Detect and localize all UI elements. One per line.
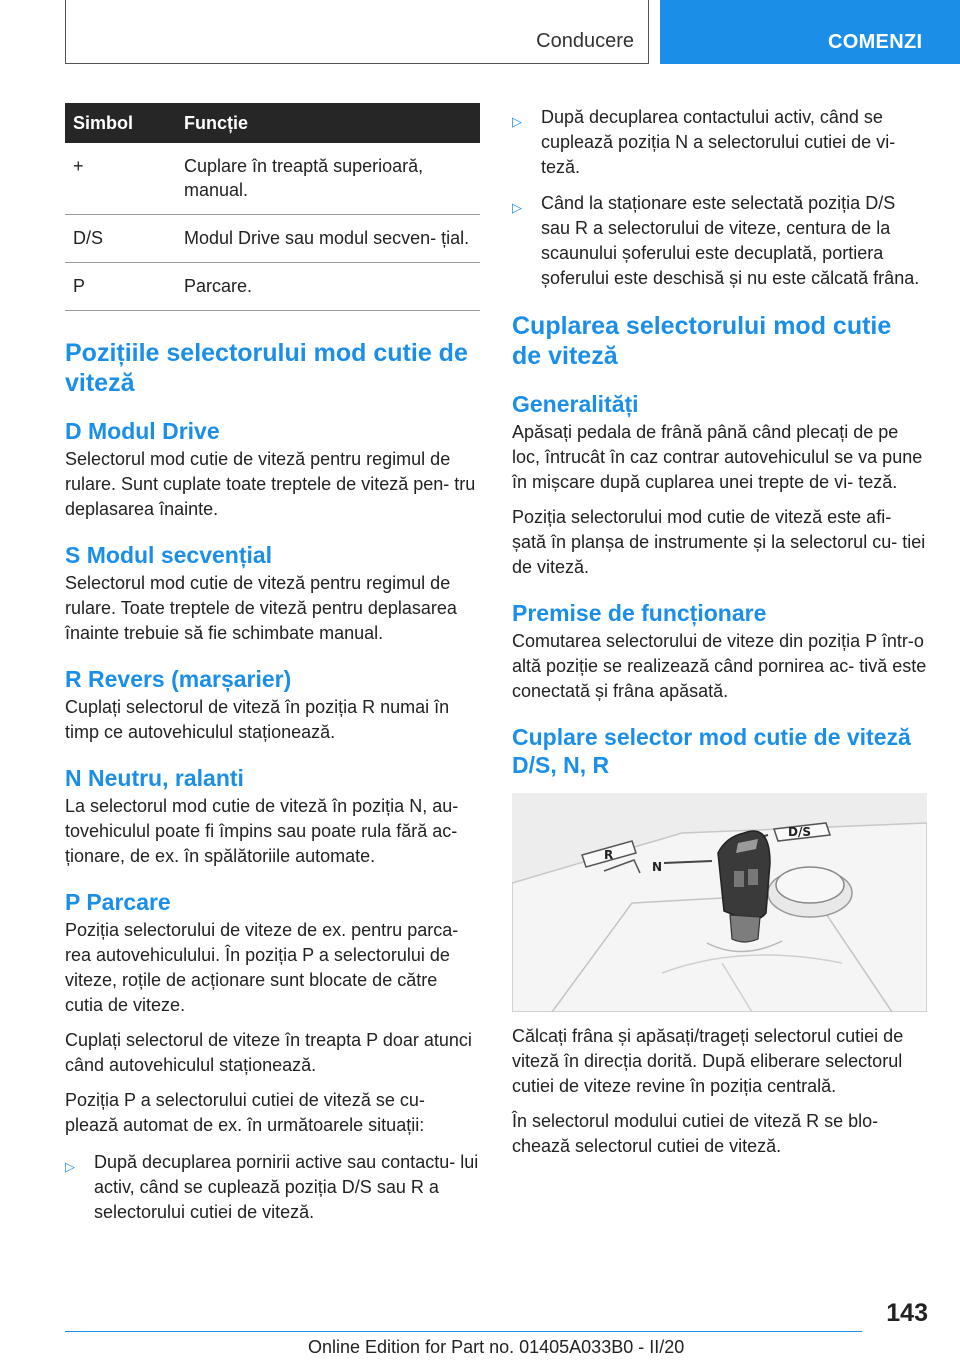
gear-selector-drawing xyxy=(512,793,927,1012)
symbol-table xyxy=(65,103,480,311)
paragraph-engage-2: În selectorul modului cutiei de viteză R se blo- chează selectorul cutiei de viteză. xyxy=(512,1111,879,1156)
gear-selector-illustration xyxy=(512,793,927,1012)
subsection-title-general: Generalități xyxy=(512,391,639,417)
triangle-right-icon: ▷ xyxy=(512,114,522,129)
table-header-function: Funcție xyxy=(184,103,480,143)
table-cell-function: Parcare. xyxy=(184,263,480,311)
list-item-text: Când la staționare este selectată poziția D/S sau R a selectorului de viteze, centura de la scaunului șoferului este decuplată, portiera șoferului este deschisă și nu este călcată frâna. xyxy=(541,193,920,288)
footer-edition-text: Online Edition for Part no. 01405A033B0 - II/20 xyxy=(308,1337,685,1357)
page-number: 143 xyxy=(886,1299,928,1327)
park-situations-list xyxy=(65,1150,480,1225)
header-chapter-tab[interactable] xyxy=(660,0,960,64)
illustration-label-r: R xyxy=(604,848,614,862)
subsection-title-drive: D Modul Drive xyxy=(65,418,220,444)
paragraph-general-1: Apăsați pedala de frână până când plecați de pe loc, întrucât în caz contrar autovehiculul se va pune în mișcare după cuplarea unei trepte de vi- teză. xyxy=(512,422,923,492)
list-item xyxy=(65,1150,480,1225)
paragraph-prerequisites: Comutarea selectorului de viteze din poziția P într-o altă poziție se realizează când pornirea ac- tivă este conectată și frâna apăsată. xyxy=(512,631,927,701)
table-row xyxy=(65,215,480,263)
table-cell-symbol: P xyxy=(65,263,184,311)
subsection-title-sequential: S Modul secvențial xyxy=(65,542,273,568)
table-row xyxy=(65,263,480,311)
table-header-symbol: Simbol xyxy=(65,103,184,143)
paragraph-drive: Selectorul mod cutie de viteză pentru regimul de rulare. Sunt cuplate toate treptele de viteză pen- tru deplasarea înainte. xyxy=(65,449,476,519)
subsection-title-reverse: R Revers (marșarier) xyxy=(65,666,292,692)
right-column xyxy=(512,105,927,1159)
subsection-title-prerequisites: Premise de funcționare xyxy=(512,600,767,626)
list-item-text: După decuplarea contactului activ, când se cuplează poziția N a selectorului cutiei de vi- teză. xyxy=(541,107,896,177)
paragraph-sequential: Selectorul mod cutie de viteză pentru regimul de rulare. Toate treptele de viteză pentru deplasarea înainte trebuie să fie schimbate manual. xyxy=(65,573,457,643)
triangle-right-icon: ▷ xyxy=(512,200,522,215)
paragraph-park-1: Poziția selectorului de viteze de ex. pentru parca- rea autovehiculului. În poziția P a selectorului de viteze, roțile de acționare sunt blocate de către cutia de viteze. xyxy=(65,920,459,1015)
table-cell-function: Modul Drive sau modul secven- țial. xyxy=(184,215,480,263)
table-row xyxy=(65,143,480,215)
list-item-text: După decuplarea pornirii active sau contactu- lui activ, când se cuplează poziția D/S sau R a selectorului cutiei de viteză. xyxy=(94,1152,479,1222)
paragraph-reverse: Cuplați selectorul de viteză în poziția R numai în timp ce autovehiculul staționează. xyxy=(65,697,450,742)
illustration-label-ds: D/S xyxy=(788,825,811,839)
list-item xyxy=(512,105,927,180)
footer-divider xyxy=(65,1331,862,1332)
table-cell-symbol: + xyxy=(65,143,184,215)
paragraph-park-2: Cuplați selectorul de viteze în treapta P doar atunci când autovehiculul staționează. xyxy=(65,1030,472,1075)
header-section-box xyxy=(65,0,649,64)
section-title-engaging: Cuplarea selectorului mod cutie de viteză xyxy=(512,312,892,370)
section-title-positions: Pozițiile selectorului mod cutie de viteză xyxy=(65,339,468,397)
header-chapter-label: COMENZI xyxy=(828,31,923,53)
left-column xyxy=(65,103,480,1236)
subsection-title-engage-dsnr: Cuplare selector mod cutie de viteză D/S, N, R xyxy=(512,724,911,778)
paragraph-park-3: Poziția P a selectorului cutiei de viteză se cu- plează automat de ex. în următoarele situații: xyxy=(65,1090,425,1135)
park-situations-list-continued xyxy=(512,105,927,291)
table-header-row xyxy=(65,103,480,143)
table-cell-symbol: D/S xyxy=(65,215,184,263)
list-item xyxy=(512,191,927,291)
illustration-label-n: N xyxy=(652,860,663,874)
paragraph-general-2: Poziția selectorului mod cutie de viteză este afi- șată în planșa de instrumente și la selectorul cu- tiei de viteză. xyxy=(512,507,926,577)
table-cell-function: Cuplare în treaptă superioară, manual. xyxy=(184,143,480,215)
paragraph-engage-1: Călcați frâna și apăsați/trageți selectorul cutiei de viteză în direcția dorită. După eliberare selectorul cutiei de viteze revine în poziția centrală. xyxy=(512,1026,904,1096)
header-section-title: Conducere xyxy=(536,30,634,52)
paragraph-neutral: La selectorul mod cutie de viteză în poziția N, au- tovehiculul poate fi împins sau poate rula fără ac- ționare, de ex. în spălătoriile automate. xyxy=(65,796,459,866)
subsection-title-neutral: N Neutru, ralanti xyxy=(65,765,244,791)
triangle-right-icon: ▷ xyxy=(65,1159,75,1174)
subsection-title-park: P Parcare xyxy=(65,889,171,915)
